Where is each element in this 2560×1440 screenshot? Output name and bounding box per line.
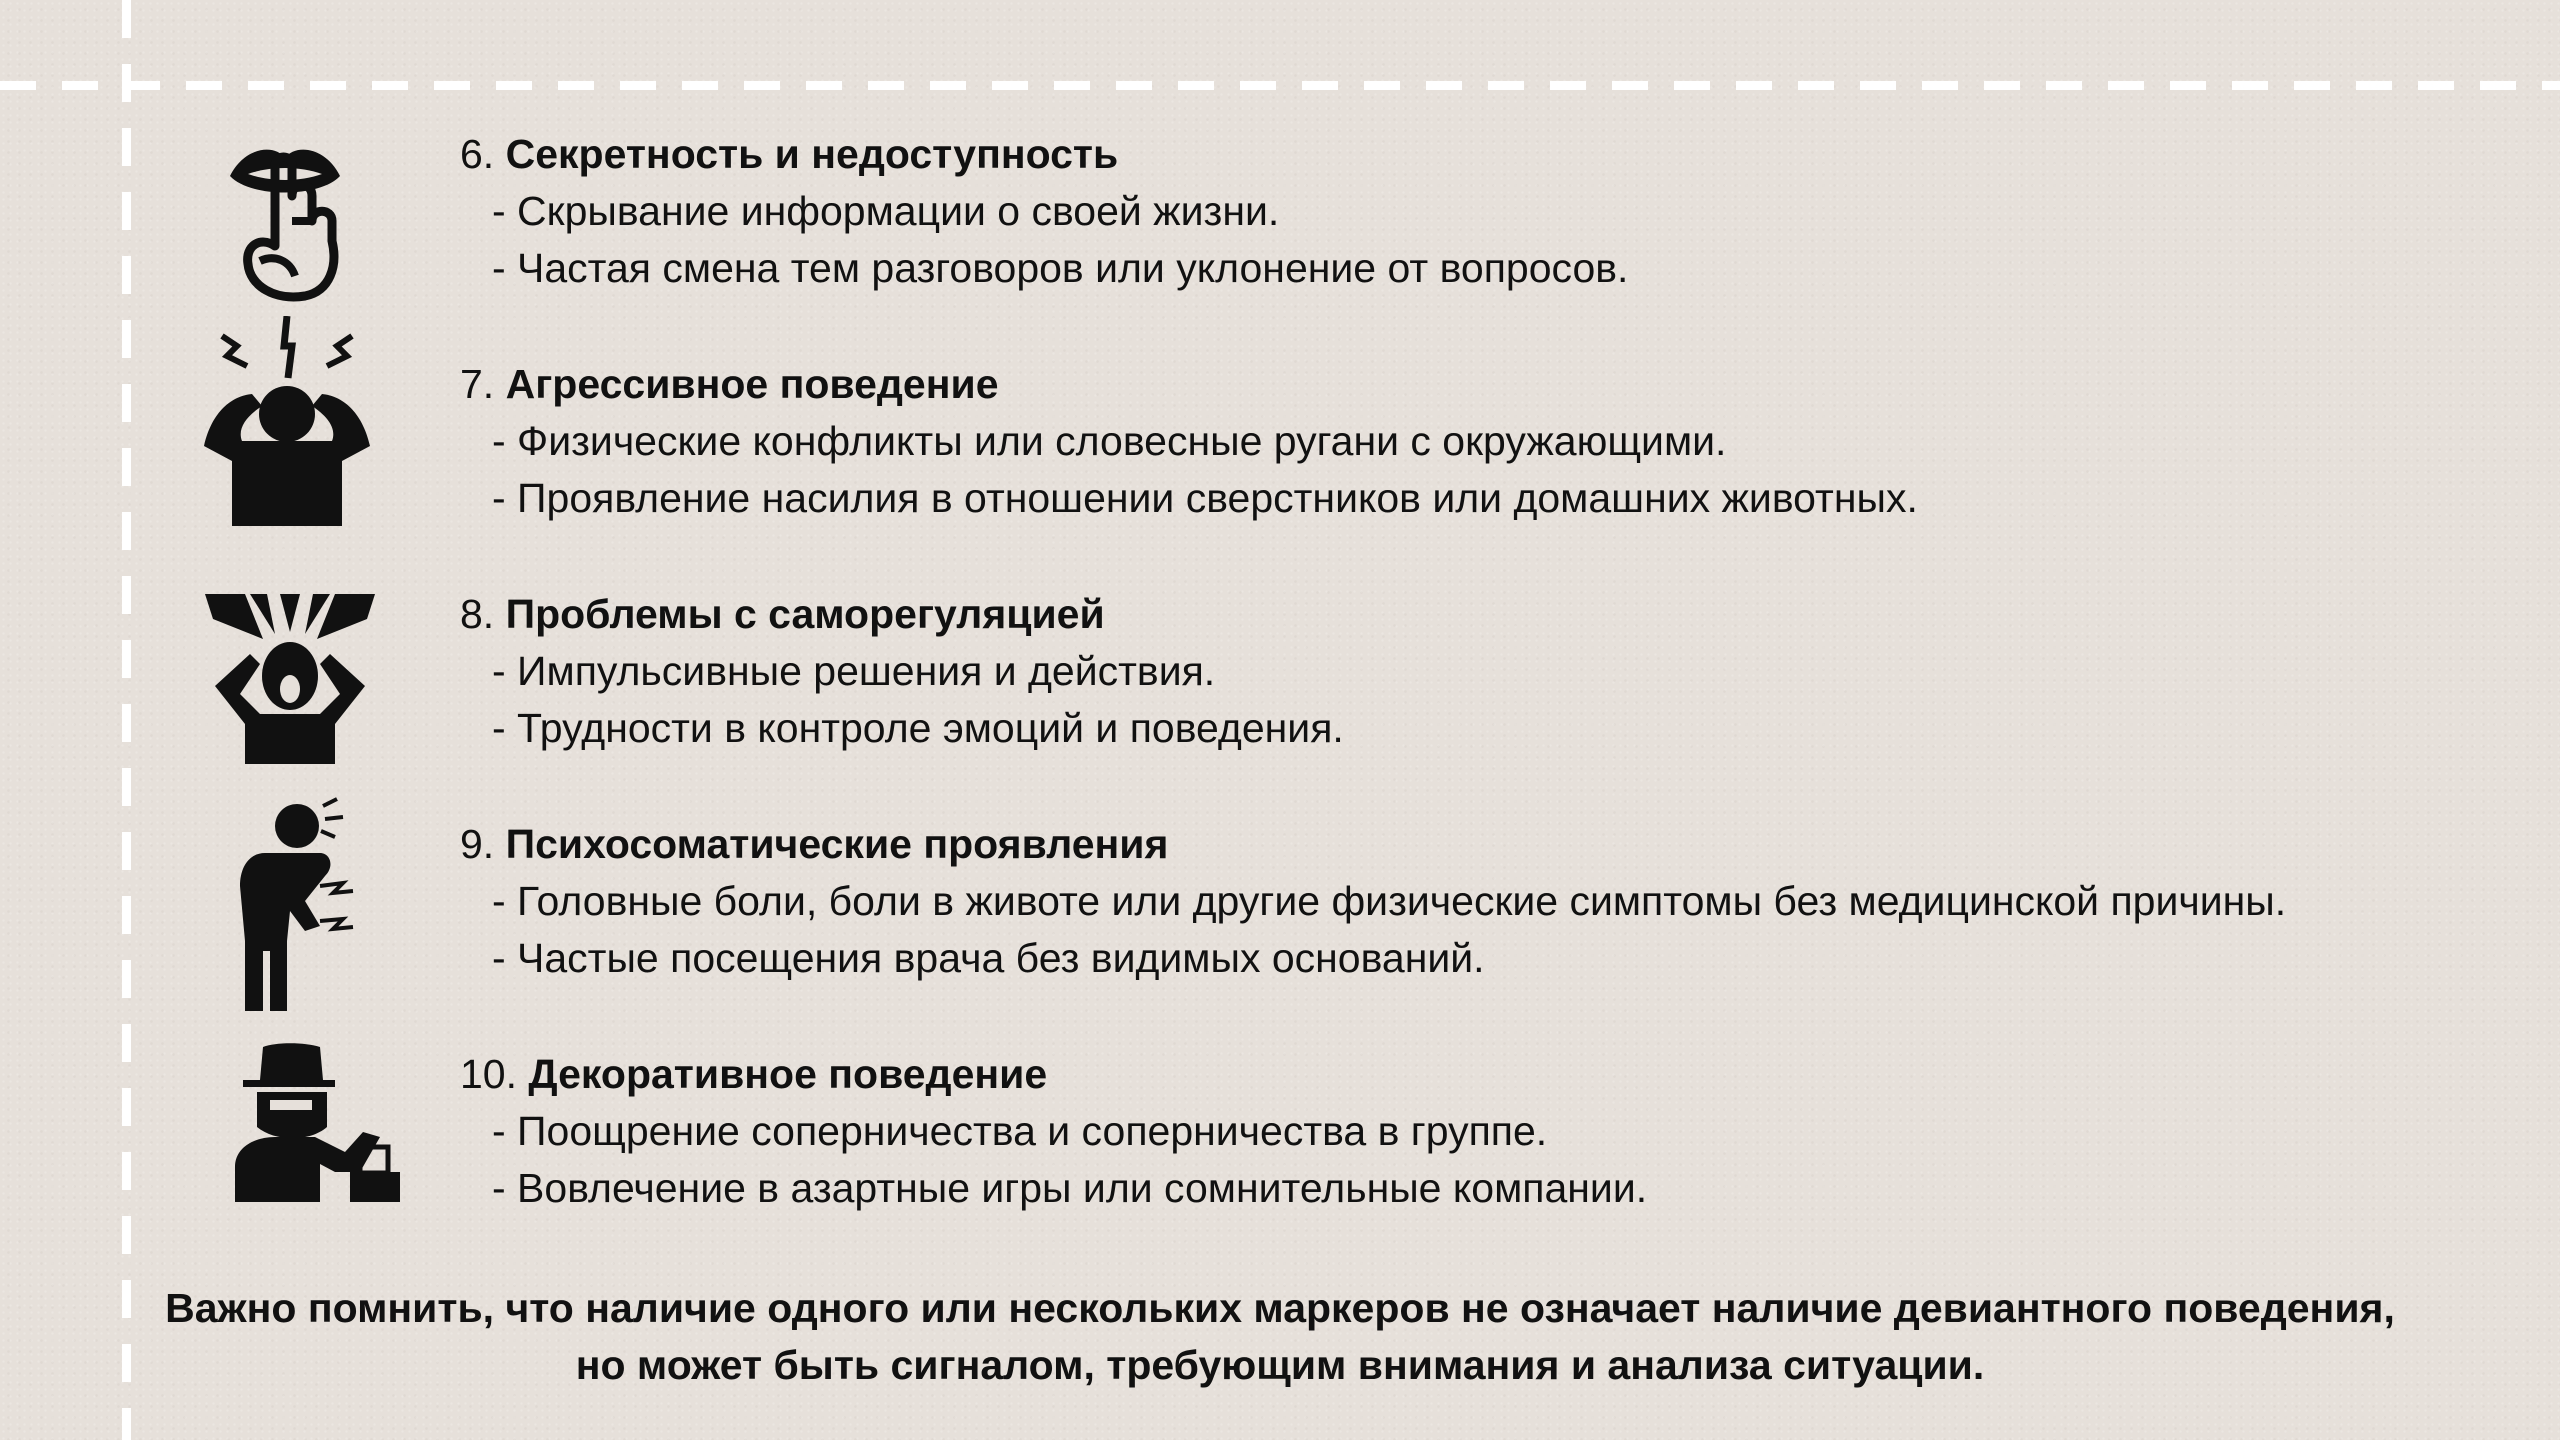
item-number: 6.: [460, 131, 495, 177]
item-text: [460, 586, 1344, 757]
item-point: - Вовлечение в азартные игры или сомнительные компании.: [492, 1165, 1648, 1211]
item-heading: [460, 356, 1918, 413]
item-title: Психосоматические проявления: [505, 821, 1169, 867]
angry-person-icon: [192, 316, 382, 526]
item-title: Декоративное поведение: [528, 1051, 1048, 1097]
footer-line-2: но может быть сигналом, требующим внимания и анализа ситуации.: [575, 1342, 1985, 1388]
item-point: - Частая смена тем разговоров или уклонение от вопросов.: [492, 245, 1629, 291]
item-point: - Трудности в контроле эмоций и поведения.: [492, 705, 1344, 751]
item-point: - Скрывание информации о своей жизни.: [492, 188, 1280, 234]
item-heading: [460, 1046, 1647, 1103]
item-heading: [460, 126, 1628, 183]
finger-on-lips-icon: [220, 136, 350, 306]
footer-line-1: Важно помнить, что наличие одного или нескольких маркеров не означает наличие девиантного поведения,: [165, 1285, 2395, 1331]
item-number: 10.: [460, 1051, 517, 1097]
top-dashed-border: [0, 81, 2560, 90]
masked-thief-icon: [235, 1042, 405, 1202]
item-point: - Импульсивные решения и действия.: [492, 648, 1216, 694]
item-title: Агрессивное поведение: [505, 361, 999, 407]
item-heading: [460, 816, 2286, 873]
item-number: 8.: [460, 591, 495, 637]
item-point: - Головные боли, боли в животе или другие физические симптомы без медицинской причины.: [492, 878, 2287, 924]
footer-note: [0, 1280, 2560, 1394]
item-heading: [460, 586, 1344, 643]
item-text: [460, 356, 1918, 527]
item-point: - Частые посещения врача без видимых оснований.: [492, 935, 1485, 981]
item-text: [460, 126, 1628, 297]
item-number: 9.: [460, 821, 495, 867]
item-text: [460, 816, 2286, 987]
item-point: - Проявление насилия в отношении сверстников или домашних животных.: [492, 475, 1918, 521]
item-point: - Поощрение соперничества и соперничества в группе.: [492, 1108, 1548, 1154]
item-point: - Физические конфликты или словесные ругани с окружающими.: [492, 418, 1727, 464]
item-text: [460, 1046, 1647, 1217]
item-title: Проблемы с саморегуляцией: [505, 591, 1105, 637]
screaming-person-icon: [205, 594, 375, 764]
item-title: Секретность и недоступность: [505, 131, 1119, 177]
person-in-pain-icon: [225, 791, 365, 1011]
item-number: 7.: [460, 361, 495, 407]
left-dashed-border: [122, 0, 131, 1440]
